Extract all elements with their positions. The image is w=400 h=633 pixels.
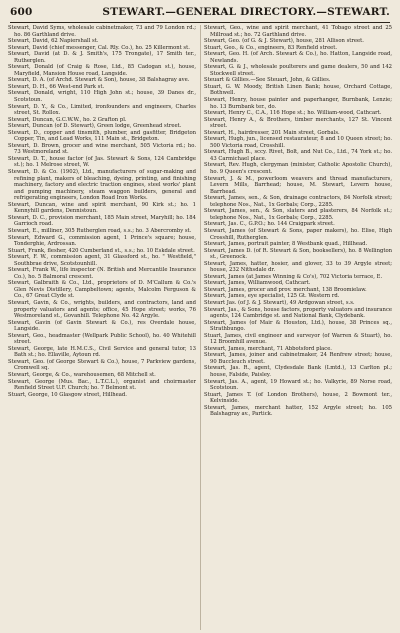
column-divider [200,25,201,630]
directory-entry: Stewart, D. H., 66 West-end Park st. [8,83,105,90]
directory-entry: Stewart Jas. (of J. & J. Stewart), 49 Ardgowan street, s.s. [204,299,355,306]
left-column [8,25,196,630]
directory-entry: Stewart, Jas., & Sons, house factors, property valuators and insurance agents, 124 Cambridge st. and National Bank, Clydebank. [204,306,392,320]
directory-entry: Stewart, Henry A., & Brothers, timber merchants, 127 St. Vincent street. [204,116,392,130]
directory-entry: Stewart, Gavin, & Co., wrights, builders, and contractors, land and property valuators and agents; office, 45 Hope street; works, 76 Westmoreland st., Govanhill. Telephone No. 42 Argyle. [8,299,196,320]
right-column [204,25,392,630]
directory-entry: Stewart, Donald, wright, 110 High John st.; house, 39 Danes dr., Scotstoun. [8,90,196,104]
directory-entry: Stuart, Geo., & Co., engineers, 83 Renfield street. [204,44,338,51]
directory-entry: Stewart, Jas. R., agent, Clydesdale Bank (Lmtd.), 13 Carlton pl.; house, Falside, Paisley. [204,365,392,378]
directory-entry: Stuart, Frank, flesher, 420 Cumberland st., s.s.; ho. 10 Eskdale street. [8,247,195,254]
directory-entry: Stewart, F. W., commission agent, 31 Glassford st., ho. " Westfield," Southbrae drive, Scotstounhill. [8,254,196,267]
directory-entry: Stewart, Henry C., C.A., 116 Hope st.; ho. William-wood, Cathcart. [204,110,382,117]
directory-entry: Stewart, Hugh B., sccy. Rivet, Bolt, and Nut Co., Ltd., 74 York st.; ho. 43 Carmichael place. [204,149,392,162]
directory-entry: Stewart, D. C., provision merchant, 185 Main street, Maryhill; ho. 184 Garrioch road. [8,214,196,228]
directory-entry: Stewart, David Syms, wholesale cabinetmaker, 73 and 79 London rd.; ho. 86 Garthland drive. [8,25,196,38]
directory-entry: Stewart, Edward G., commission agent, 1 Prince's square; house, Tonderghie, Ardrossan. [8,234,196,248]
directory-entry: Stewart, Donald (of Craig & Rose, Ltd., 85 Cadogan st.), house, Maryfield, Mansion House road, Langside. [8,64,196,77]
directory-entry: Stewart, Jas. A., agent, 19 Howard st.; ho. Valkyrie, 89 Norse road, Scotstoun. [204,378,392,392]
directory-entry: Stewart, Geo., headmaster (Wellpark Public School), ho. 40 Whitehill street. [8,332,196,346]
directory-entry: Stewart, D. Brown, grocer and wine merchant, 505 Victoria rd.; ho. 73 Westmoreland st. [8,142,196,156]
directory-entry: Stewart, Jas. C., G.P.O.; ho. 144 Craigpark street. [204,221,335,228]
directory-entry: Stewart, Geo., wine and spirit merchant, 41 Tobago street and 25 Millroad st.; ho. 72 Garthland drive. [204,25,392,38]
columns [8,25,392,630]
directory-entry: Stewart, D. & Co. (1902), Ltd., manufacturers of sugar-making and refining plant, makers of bleaching, dyeing, printing, and finishing machinery, factory and electric traction engines, steel works' plant and pumping machinery, steam waggon builders, general and refrigerating engineers, London Road Iron Works. [8,169,196,202]
directory-entry: Stewart, George (Mus. Bac., L.T.C.L.), organist and choirmaster Renfield Street U.F. Church; ho. 7 Belmont st. [8,378,196,392]
directory-entry: Stewart, Geo. (of G. & J. Stewart), house, 281 Allison street. [204,38,364,45]
directory-entry: Steuart & Gillies.—See Steuart, John, & Gillies. [204,77,331,84]
directory-entry: Stewart, H., hairdresser, 201 Main street, Gorbals. [204,129,340,136]
directory-entry: Stewart, James, grocer and prov. merchant, 138 Broomielaw. [204,286,367,293]
directory-entry: Stewart, E., milliner, 305 Rutherglen road, s.s.; ho. 3 Abercromby st. [8,227,192,234]
header-rule [10,22,390,23]
directory-entry: Stewart, David, 62 Napiershall st. [8,38,99,45]
directory-entry: Stewart, James, Williamwood, Cathcart. [204,280,311,287]
directory-entry: Stewart, D., copper and tinsmith, plumber, and gasfitter, Bridgeton Copper, Tin, and Lead Works, 111 Main st., Bridgeton. [8,129,196,143]
directory-entry: Stewart, David (at D. & J. Smith's, 175 Trongate), 17 Smith ter., Rutherglen. [8,51,196,64]
directory-entry: Stewart, Geo. (of George Stewart & Co.), house, 7 Parkview gardens, Cromwell sq. [8,358,196,372]
directory-entry: Stewart, James, portrait painter, 8 Westbank quad., Hillhead. [204,241,368,248]
directory-entry: Stewart, James D. (of R. Stewart & Son, booksellers), ho. 8 Wellington st., Greenock. [204,247,392,261]
directory-entry: Stuart, James T. (of London Brothers), house, 2 Bowmont ter., Kelvinside. [204,391,392,405]
directory-entry: Stewart, Rev. Hugh, clergyman (minister, Catholic Apostolic Church), ho. 9 Queen's crescent. [204,162,392,176]
directory-entry: Stewart, D. Y., & Co., Limited, ironfounders and engineers, Charles street, St. Rollox. [8,103,196,117]
directory-entry: Stewart, Henry, house painter and paperhanger, Burnbank, Lenzie; ho. 13 Burnbank ter., do. [204,97,392,110]
directory-entry: Stewart, Geo. H. (of Arch. Stewart & Co.), ho. Hatton, Langside road, Newlands. [204,51,392,64]
directory-entry: Stewart, Duncan, G.C.W.W., ho. 2 Grafton pl. [8,116,127,123]
running-title: STEWART.—GENERAL DIRECTORY.—STEWART. [102,6,390,18]
directory-entry: Stewart, James, sen., & Son, drainage contractors, 84 Norfolk street; telephone Nos., Nat., 1x Gorbals; Corp., 2285. [204,195,392,208]
directory-entry: Stewart, D. A. (of Archd. Stewart & Son), house, 38 Balshagray ave. [8,77,190,84]
directory-entry: Stewart, James (of Stewart & Sons, paper makers), ho. Elise, High Crosshill, Rutherglen. [204,227,392,241]
page-number: 600 [10,6,33,18]
directory-entry: Stuart, George, 10 Glasgow street, Hillhead. [8,391,127,398]
directory-entry: Stewart, George, late H.M.C.S., Civil Service and general tutor, 13 Bath st.; ho. Ellaville, Aytoun rd. [8,345,196,359]
directory-entry: Stewart, Gavin (of Gavin Stewart & Co.), res Overdale house, Langside. [8,319,196,333]
directory-entry: Stewart, James, joiner and cabinetmaker, 24 Renfrew street; house, 90 Buccleuch street. [204,352,392,365]
directory-entry: Stewart, Duncan, wine and spirit merchant, 90 Kirk st.; ho. 1 Kennyhill gardens, Dennistoun. [8,201,196,215]
directory-entry: Stewart, Hugh, jun., licensed restaurateur, 8 and 10 Queen street; ho. 500 Victoria road, Crosshill. [204,136,392,149]
directory-entry: Stewart, James, merchant, 71 Abbotsford place. [204,345,332,352]
directory-entry: Stuart, G. W. Moody, British Linen Bank; house, Orchard Cottage, Bothwell. [204,83,392,97]
directory-entry: Stuart, James, civil engineer and surveyor (of Warren & Stuart), ho. 12 Broomhill avenue. [204,332,392,346]
directory-entry: Stewart, James, hatter, hosier, and glover, 33 to 39 Argyle street; house, 232 Nithsdale dr. [204,260,392,274]
page-header [10,6,390,20]
directory-entry: Stewart, George, & Co., warehousemen, 68 Mitchell st. [8,371,156,378]
directory-entry: Stewart, David (chief messenger, Cal. Rly. Co.), ho. 25 Killermont st. [8,44,190,51]
directory-entry: Stewart, J. & M., powerloom weavers and thread manufacturers, Levern Mills, Barrhead; house, M. Stewart, Levern house, Barrhead. [204,175,392,195]
directory-entry: Stewart, James, merchant hatter, 152 Argyle street; ho. 105 Balshagray av., Partick. [204,404,392,418]
directory-entry: Stewart, D. T., house factor (of Jas. Stewart & Sons, 124 Cambridge st.); ho. 1 Melrose street, W. [8,155,196,169]
directory-entry: Stewart, James (at James Winning & Co's), 702 Victoria terrace, E. [204,273,383,280]
directory-entry: Stewart, Galbraith & Co., Ltd., proprietors of D. M'Callum & Co.'s Glen Nevis Distillery, Campbeltown; agents, Malcolm Ferguson & Co., 67 Great Clyde st. [8,280,196,300]
directory-entry: Stewart, James, sen., & Son, slaters and plasterers, 84 Norfolk st.; telephone Nos., Nat., 1x Gorbals; Corp., 2285. [204,208,392,221]
directory-entry: Stewart, Frank W., life inspector (N. British and Mercantile Insurance Co.), ho. 5 Balmoral crescent. [8,267,196,280]
directory-entry: Stewart, G. & J., wholesale poulterers and game dealers, 50 and 142 Stockwell street. [204,64,392,77]
directory-entry: Stewart, Duncan (of D. Stewart), Green lodge, Greenhead street. [8,123,182,130]
directory-entry: Stewart, James, eye specialist, 125 Gt. Western rd. [204,293,340,300]
directory-entry: Stewart, James (of Mair & Houston, Ltd.), house, 38 Princes sq., Strathbungo. [204,319,392,333]
